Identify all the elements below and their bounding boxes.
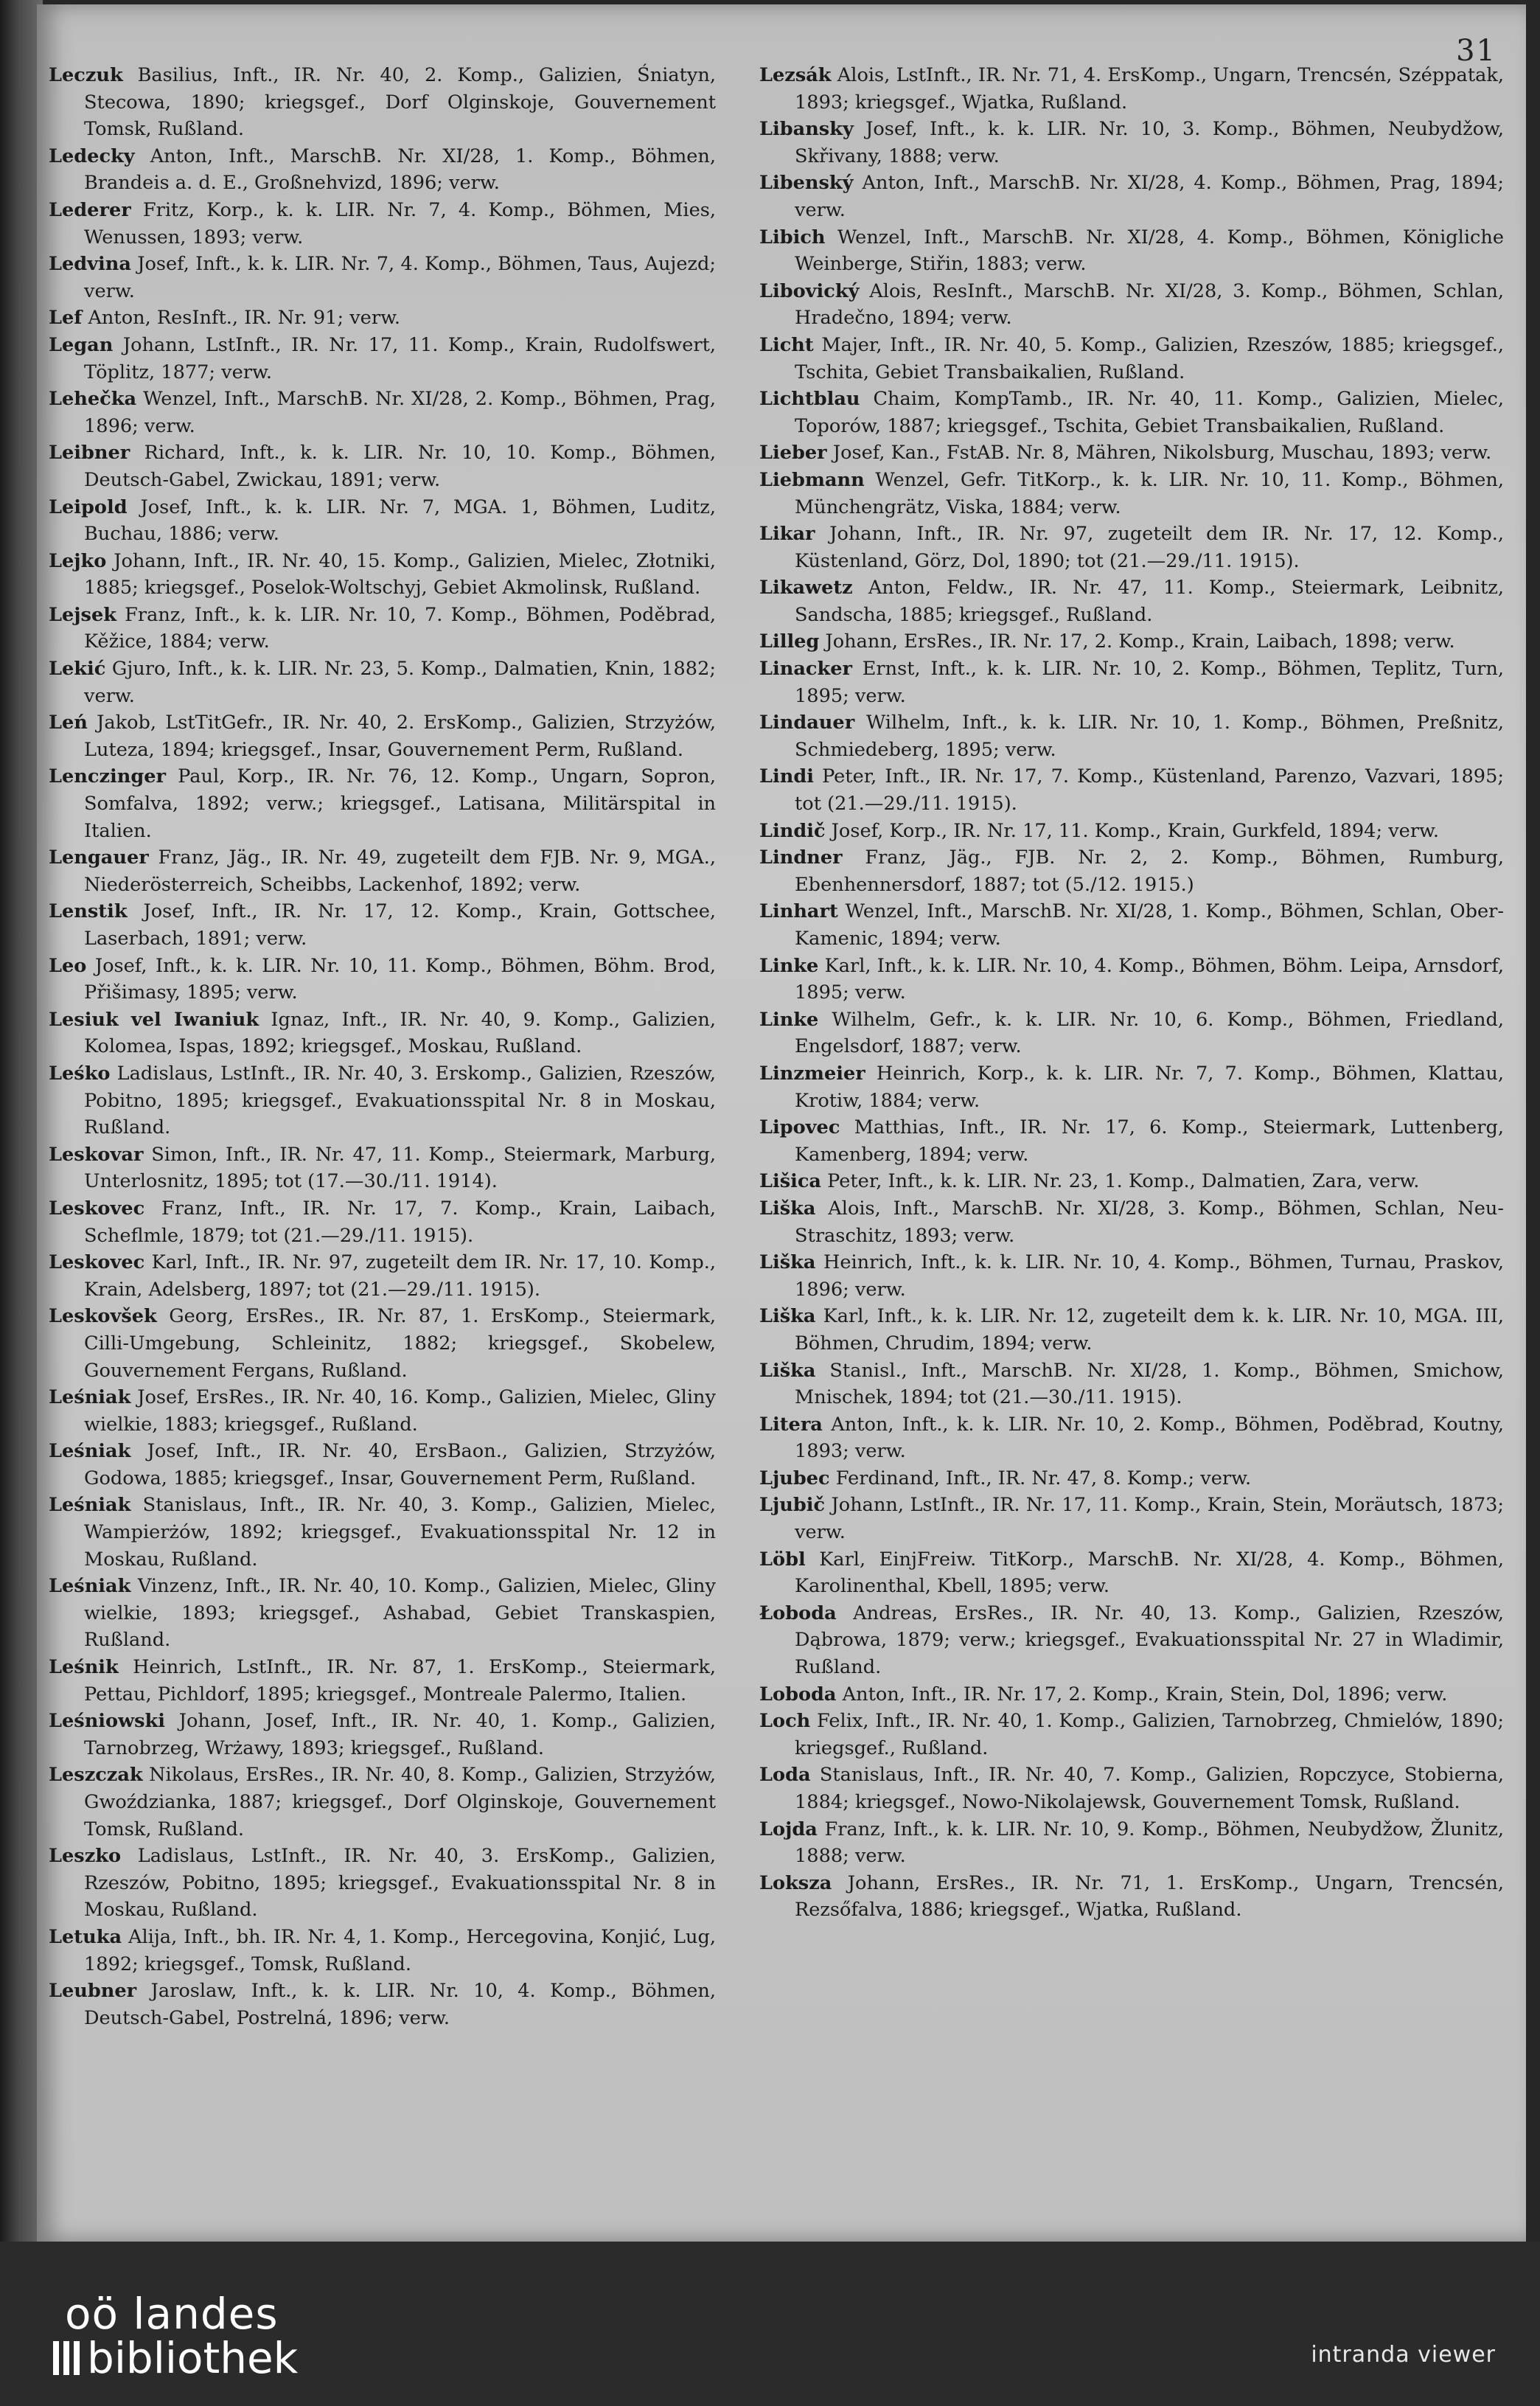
- entry-surname: Libovický: [759, 279, 860, 302]
- entry-details: Anton, Inft., MarschB. Nr. XI/28, 4. Komp., Böhmen, Prag, 1894; verw.: [795, 172, 1505, 221]
- entry-details: Georg, ErsRes., IR. Nr. 87, 1. ErsKomp., Steiermark, Cilli-Umgebung, Schleinitz, 1882; kriegsgef., Skobelew, Gouvernement Fergans, Rußland.: [84, 1305, 716, 1382]
- register-entry: [49, 1303, 716, 1384]
- viewer-footer: [0, 2242, 1540, 2406]
- register-entry: [49, 763, 716, 844]
- entry-surname: Libenský: [759, 172, 854, 195]
- register-entry: [759, 116, 1504, 170]
- entry-surname: Leibner: [49, 442, 130, 465]
- register-entry: [759, 1249, 1504, 1303]
- entry-details: Matthias, Inft., IR. Nr. 17, 6. Komp., Steiermark, Luttenberg, Kamenberg, 1894; verw.: [795, 1116, 1504, 1166]
- entry-details: Peter, Inft., IR. Nr. 17, 7. Komp., Küstenland, Parenzo, Vazvari, 1895; tot (21.—29./11. 1915).: [795, 765, 1504, 816]
- entry-details: Anton, Inft., MarschB. Nr. XI/28, 1. Komp., Böhmen, Brandeis a. d. E., Großnehvizd, 1896; verw.: [84, 145, 716, 195]
- register-entry: [759, 574, 1504, 628]
- register-entry: [49, 1573, 716, 1654]
- entry-details: Wilhelm, Gefr., k. k. LIR. Nr. 10, 6. Komp., Böhmen, Friedland, Engelsdorf, 1887; verw.: [795, 1008, 1504, 1058]
- register-entry: [759, 1546, 1504, 1600]
- register-entry: [49, 305, 716, 332]
- entry-details: Jakob, LstTitGefr., IR. Nr. 40, 2. ErsKomp., Galizien, Strzyżów, Luteza, 1894; kriegsgef., Insar, Gouvernement Perm, Rußland.: [84, 712, 716, 761]
- entry-details: Anton, Inft., IR. Nr. 17, 2. Komp., Krain, Stein, Dol, 1896; verw.: [842, 1683, 1448, 1706]
- register-entry: [49, 62, 716, 143]
- entry-details: Richard, Inft., k. k. LIR. Nr. 10, 10. Komp., Böhmen, Deutsch-Gabel, Zwickau, 1891; verw.: [84, 442, 716, 491]
- entry-details: Heinrich, Korp., k. k. LIR. Nr. 7, 7. Komp., Böhmen, Klattau, Krotiw, 1884; verw.: [795, 1062, 1504, 1112]
- entry-details: Heinrich, Inft., k. k. LIR. Nr. 10, 4. Komp., Böhmen, Turnau, Praskov, 1896; verw.: [795, 1251, 1505, 1301]
- entry-surname: Libansky: [759, 118, 854, 141]
- entry-surname: Leń: [49, 712, 88, 734]
- entry-details: Wenzel, Inft., MarschB. Nr. XI/28, 4. Komp., Böhmen, Königliche Weinberge, Stiřin, 1883; verw.: [795, 226, 1505, 276]
- register-entry: [49, 143, 716, 197]
- entry-surname: Löbl: [759, 1548, 806, 1571]
- entry-details: Johann, Inft., IR. Nr. 40, 15. Komp., Galizien, Mielec, Złotniki, 1885; kriegsgef., Poselok-Woltschyj, Gebiet Akmolinsk, Rußland.: [84, 549, 716, 599]
- entry-details: Johann, Inft., IR. Nr. 97, zugeteilt dem IR. Nr. 17, 12. Komp., Küstenland, Görz, Dol, 1890; tot (21.—29./11. 1915).: [795, 523, 1504, 572]
- entry-surname: Lindi: [759, 765, 814, 788]
- entry-details: Stanislaus, Inft., IR. Nr. 40, 3. Komp., Galizien, Mielec, Wampierżów, 1892; kriegsgef., Evakuationsspital Nr. 12 in Moskau, Rußland.: [84, 1494, 716, 1571]
- entry-surname: Leskovec: [49, 1197, 145, 1220]
- entry-details: Wenzel, Inft., MarschB. Nr. XI/28, 2. Komp., Böhmen, Prag, 1896; verw.: [84, 388, 716, 437]
- entry-surname: Lipovec: [759, 1116, 840, 1139]
- entry-surname: Lindner: [759, 846, 843, 869]
- entry-details: Peter, Inft., k. k. LIR. Nr. 23, 1. Komp., Dalmatien, Zara, verw.: [827, 1170, 1420, 1193]
- register-entry: [49, 1141, 716, 1195]
- entry-surname: Ledecky: [49, 145, 135, 167]
- register-entry: [49, 439, 716, 493]
- register-entry: [49, 1924, 716, 1978]
- register-entry: [49, 332, 716, 386]
- entry-surname: Lichtblau: [759, 388, 860, 411]
- logo-bars-icon: [53, 2341, 80, 2375]
- logo-text-line2: bibliothek: [87, 2333, 299, 2383]
- entry-surname: Libich: [759, 226, 826, 248]
- entry-surname: Łoboda: [759, 1602, 837, 1624]
- register-entry: [49, 494, 716, 548]
- entry-details: Stanisl., Inft., MarschB. Nr. XI/28, 1. Komp., Böhmen, Smichow, Mnischek, 1894; tot (21.—30./11. 1915).: [795, 1359, 1504, 1409]
- entry-surname: Liška: [759, 1305, 816, 1328]
- left-column: [49, 62, 716, 2031]
- entry-surname: Loch: [759, 1710, 811, 1733]
- register-entry: [759, 224, 1504, 278]
- entry-surname: Leśniak: [49, 1494, 131, 1517]
- entry-surname: Likawetz: [759, 577, 853, 599]
- register-entry: [759, 1357, 1504, 1411]
- entry-surname: Leśniak: [49, 1386, 131, 1409]
- register-entry: [49, 656, 716, 709]
- entry-details: Stanislaus, Inft., IR. Nr. 40, 7. Komp., Galizien, Ropczyce, Stobierna, 1884; kriegsgef., Nowo-Nikolajewsk, Gouvernement Tomsk, Rußland.: [795, 1764, 1505, 1813]
- entry-details: Felix, Inft., IR. Nr. 40, 1. Komp., Galizien, Tarnobrzeg, Chmielów, 1890; kriegsgef., Rußland.: [795, 1710, 1504, 1759]
- entry-surname: Lieber: [759, 442, 827, 465]
- register-entry: [759, 1600, 1504, 1681]
- register-entry: [49, 1438, 716, 1492]
- entry-surname: Lesiuk vel Iwaniuk: [49, 1008, 259, 1031]
- register-entry: [759, 1060, 1504, 1114]
- entry-surname: Leszko: [49, 1845, 122, 1868]
- register-entry: [49, 709, 716, 763]
- entry-details: Johann, ErsRes., IR. Nr. 71, 1. ErsKomp., Ungarn, Trencsén, Rezsőfalva, 1886; kriegsgef., Wjatka, Rußland.: [795, 1871, 1504, 1922]
- entry-details: Simon, Inft., IR. Nr. 47, 11. Komp., Steiermark, Marburg, Unterlosnitz, 1895; tot (17.—30./11. 1914).: [84, 1143, 716, 1193]
- entry-surname: Leo: [49, 954, 87, 977]
- entry-details: Josef, ErsRes., IR. Nr. 40, 16. Komp., Galizien, Mielec, Gliny wielkie, 1883; kriegsgef., Rußland.: [84, 1386, 716, 1436]
- register-entry: [49, 1708, 716, 1762]
- entry-surname: Loda: [759, 1764, 811, 1787]
- register-entry: [49, 1060, 716, 1141]
- entry-details: Josef, Inft., k. k. LIR. Nr. 10, 3. Komp., Böhmen, Neubydžow, Skřivany, 1888; verw.: [795, 118, 1504, 167]
- entry-details: Johann, LstInft., IR. Nr. 17, 11. Komp., Krain, Rudolfswert, Töplitz, 1877; verw.: [84, 333, 716, 383]
- entry-details: Franz, Inft., IR. Nr. 17, 7. Komp., Krain, Laibach, Scheflmle, 1879; tot (21.—29./11. 1915).: [84, 1197, 716, 1247]
- entry-surname: Leubner: [49, 1980, 137, 2003]
- entry-surname: Leskovar: [49, 1143, 144, 1166]
- register-entry: [759, 709, 1504, 763]
- register-entry: [759, 1168, 1504, 1195]
- entry-details: Josef, Inft., k. k. LIR. Nr. 7, MGA. 1, Böhmen, Luditz, Buchau, 1886; verw.: [84, 496, 716, 546]
- register-entry: [49, 251, 716, 305]
- entry-surname: Licht: [759, 333, 814, 356]
- register-entry: [759, 1762, 1504, 1815]
- register-entry: [759, 332, 1504, 386]
- logo-line2-row: [53, 2333, 299, 2383]
- register-entry: [759, 467, 1504, 521]
- register-entry: [759, 170, 1504, 223]
- entry-surname: Letuka: [49, 1925, 122, 1948]
- register-entry: [759, 278, 1504, 332]
- entry-surname: Litera: [759, 1413, 823, 1436]
- viewer-brand-label: intranda viewer: [1311, 2342, 1496, 2368]
- entry-details: Alija, Inft., bh. IR. Nr. 4, 1. Komp., Hercegovina, Konjić, Lug, 1892; kriegsgef., Tomsk, Rußland.: [84, 1925, 716, 1975]
- entry-details: Anton, Inft., k. k. LIR. Nr. 10, 2. Komp., Böhmen, Poděbrad, Koutny, 1893; verw.: [795, 1413, 1504, 1463]
- entry-details: Fritz, Korp., k. k. LIR. Nr. 7, 4. Komp., Böhmen, Mies, Wenussen, 1893; verw.: [84, 198, 716, 248]
- entry-details: Franz, Inft., k. k. LIR. Nr. 10, 7. Komp., Böhmen, Poděbrad, Kěžice, 1884; verw.: [84, 603, 716, 653]
- entry-surname: Loksza: [759, 1871, 832, 1894]
- register-entry: [49, 1492, 716, 1573]
- entry-details: Ladislaus, LstInft., IR. Nr. 40, 3. Erskomp., Galizien, Rzeszów, Pobitno, 1895; kriegsgef., Evakuationsspital Nr. 8 in Moskau, Rußland.: [84, 1062, 716, 1139]
- register-entry: [759, 818, 1504, 845]
- scanned-page: [37, 4, 1526, 2242]
- register-entry: [759, 1303, 1504, 1357]
- entry-surname: Linke: [759, 954, 819, 977]
- entry-details: Ignaz, Inft., IR. Nr. 40, 9. Komp., Galizien, Kolomea, Ispas, 1892; kriegsgef., Moskau, Rußland.: [84, 1008, 716, 1058]
- entry-details: Jaroslaw, Inft., k. k. LIR. Nr. 10, 4. Komp., Böhmen, Deutsch-Gabel, Postrelná, 1896; verw.: [84, 1980, 717, 2029]
- entry-surname: Leśniak: [49, 1575, 131, 1598]
- entry-details: Basilius, Inft., IR. Nr. 40, 2. Komp., Galizien, Śniatyn, Stecowa, 1890; kriegsgef., Dorf Olginskoje, Gouvernement Tomsk, Rußland.: [84, 64, 716, 141]
- register-entry: [49, 1195, 716, 1249]
- entry-surname: Lef: [49, 307, 83, 330]
- entry-surname: Linke: [759, 1008, 819, 1031]
- register-entry: [759, 1195, 1504, 1249]
- register-entry: [759, 1492, 1504, 1546]
- register-entry: [49, 197, 716, 251]
- entry-details: Anton, Feldw., IR. Nr. 47, 11. Komp., Steiermark, Leibnitz, Sandscha, 1885; kriegsgef., Rußland.: [795, 577, 1504, 626]
- register-entry: [759, 1816, 1504, 1870]
- register-entry: [49, 1006, 716, 1060]
- entry-details: Karl, EinjFreiw. TitKorp., MarschB. Nr. XI/28, 4. Komp., Böhmen, Karolinenthal, Kbell, 1895; verw.: [795, 1548, 1505, 1598]
- entry-details: Franz, Jäg., FJB. Nr. 2, 2. Komp., Böhmen, Rumburg, Ebenhennersdorf, 1887; tot (5./12. 1915.): [795, 846, 1504, 896]
- entry-details: Ladislaus, LstInft., IR. Nr. 40, 3. ErsKomp., Galizien, Rzeszów, Pobitno, 1895; kriegsgef., Evakuationsspital Nr. 8 in Moskau, Rußland.: [84, 1845, 716, 1922]
- right-column: [759, 62, 1504, 1924]
- entry-surname: Loboda: [759, 1683, 837, 1706]
- register-entry: [759, 844, 1504, 898]
- logo-text-line1: oö landes: [65, 2289, 279, 2339]
- register-entry: [759, 439, 1504, 467]
- entry-surname: Lilleg: [759, 630, 820, 653]
- register-entry: [49, 1843, 716, 1924]
- register-entry: [759, 1006, 1504, 1060]
- register-entry: [49, 602, 716, 656]
- entry-surname: Lenstik: [49, 900, 128, 923]
- entry-details: Franz, Jäg., IR. Nr. 49, zugeteilt dem FJB. Nr. 9, MGA., Niederösterreich, Scheibbs, Lackenhof, 1892; verw.: [84, 846, 716, 896]
- entry-surname: Leskovec: [49, 1251, 145, 1274]
- entry-surname: Leszczak: [49, 1764, 143, 1787]
- library-logo[interactable]: [53, 2289, 299, 2383]
- entry-surname: Lederer: [49, 198, 131, 221]
- entry-surname: Lejsek: [49, 603, 116, 626]
- entry-details: Gjuro, Inft., k. k. LIR. Nr. 23, 5. Komp., Dalmatien, Knin, 1882; verw.: [84, 658, 716, 707]
- entry-details: Karl, Inft., IR. Nr. 97, zugeteilt dem IR. Nr. 17, 10. Komp., Krain, Adelsberg, 1897; tot (21.—29./11. 1915).: [84, 1251, 716, 1301]
- entry-surname: Linacker: [759, 658, 852, 681]
- entry-surname: Leipold: [49, 496, 128, 518]
- register-entry: [49, 548, 716, 602]
- entry-surname: Ljubič: [759, 1494, 826, 1517]
- entry-surname: Lezsák: [759, 64, 832, 86]
- entry-details: Alois, LstInft., IR. Nr. 71, 4. ErsKomp., Ungarn, Trencsén, Széppatak, 1893; kriegsgef., Wjatka, Rußland.: [795, 64, 1505, 114]
- entry-details: Ernst, Inft., k. k. LIR. Nr. 10, 2. Komp., Böhmen, Teplitz, Turn, 1895; verw.: [795, 658, 1504, 707]
- entry-details: Vinzenz, Inft., IR. Nr. 40, 10. Komp., Galizien, Mielec, Gliny wielkie, 1893; kriegsgef., Ashabad, Gebiet Transkaspien, Rußland.: [84, 1575, 716, 1652]
- register-entry: [759, 656, 1504, 709]
- entry-details: Heinrich, LstInft., IR. Nr. 87, 1. ErsKomp., Steiermark, Pettau, Pichldorf, 1895; kriegsgef., Montreale Palermo, Italien.: [84, 1656, 716, 1706]
- register-entry: [49, 898, 716, 952]
- entry-surname: Leśnik: [49, 1656, 119, 1679]
- entry-surname: Lojda: [759, 1818, 818, 1840]
- register-entry: [759, 1681, 1504, 1708]
- register-entry: [49, 953, 716, 1006]
- entry-details: Alois, Inft., MarschB. Nr. XI/28, 3. Komp., Böhmen, Schlan, Neu-Straschitz, 1893; verw.: [795, 1197, 1504, 1247]
- entry-details: Johann, Josef, Inft., IR. Nr. 40, 1. Komp., Galizien, Tarnobrzeg, Wrżawy, 1893; kriegsgef., Rußland.: [84, 1710, 717, 1759]
- entry-surname: Leśniowski: [49, 1710, 165, 1733]
- entry-details: Alois, ResInft., MarschB. Nr. XI/28, 3. Komp., Böhmen, Schlan, Hradečno, 1894; verw.: [795, 279, 1504, 330]
- page-number: 31: [1456, 34, 1497, 68]
- entry-details: Wenzel, Inft., MarschB. Nr. XI/28, 1. Komp., Böhmen, Schlan, Ober-Kamenic, 1894; verw.: [795, 900, 1504, 950]
- entry-details: Ferdinand, Inft., IR. Nr. 47, 8. Komp.; verw.: [835, 1467, 1252, 1489]
- entry-surname: Lenczinger: [49, 765, 166, 788]
- entry-details: Josef, Inft., IR. Nr. 40, ErsBaon., Galizien, Strzyżów, Godowa, 1885; kriegsgef., Insar, Gouvernement Perm, Rußland.: [84, 1440, 717, 1489]
- entry-surname: Ledvina: [49, 253, 131, 276]
- entry-details: Chaim, KompTamb., IR. Nr. 40, 11. Komp., Galizien, Mielec, Toporów, 1887; kriegsgef., Tschita, Gebiet Transbaikalien, Rußland.: [795, 388, 1504, 437]
- entry-details: Josef, Inft., k. k. LIR. Nr. 10, 11. Komp., Böhmen, Böhm. Brod, Přišimasy, 1895; verw.: [84, 954, 717, 1004]
- register-entry: [759, 1465, 1504, 1492]
- register-entry: [759, 1114, 1504, 1168]
- entry-details: Josef, Inft., IR. Nr. 17, 12. Komp., Krain, Gottschee, Laserbach, 1891; verw.: [84, 900, 716, 950]
- entry-surname: Lengauer: [49, 846, 149, 869]
- entry-surname: Lindič: [759, 819, 826, 842]
- entry-details: Wenzel, Gefr. TitKorp., k. k. LIR. Nr. 10, 11. Komp., Böhmen, Münchengrätz, Viska, 1884; verw.: [795, 468, 1504, 518]
- entry-surname: Lekić: [49, 658, 106, 681]
- entry-details: Josef, Inft., k. k. LIR. Nr. 7, 4. Komp., Böhmen, Taus, Aujezd; verw.: [84, 253, 717, 302]
- entry-details: Andreas, ErsRes., IR. Nr. 40, 13. Komp., Galizien, Rzeszów, Dąbrowa, 1879; verw.; kriegsgef., Evakuationsspital Nr. 27 in Wladimir, Rußland.: [795, 1602, 1504, 1679]
- register-entry: [49, 844, 716, 898]
- register-entry: [49, 1654, 716, 1708]
- register-entry: [759, 1870, 1504, 1924]
- register-entry: [759, 628, 1504, 656]
- entry-surname: Lišica: [759, 1170, 822, 1193]
- register-entry: [759, 1411, 1504, 1465]
- register-entry: [759, 62, 1504, 116]
- entry-details: Wilhelm, Inft., k. k. LIR. Nr. 10, 1. Komp., Böhmen, Preßnitz, Schmiedeberg, 1895; verw.: [795, 712, 1505, 761]
- entry-surname: Leskovšek: [49, 1305, 157, 1328]
- entry-details: Josef, Kan., FstAB. Nr. 8, Mähren, Nikolsburg, Muschau, 1893; verw.: [832, 442, 1492, 465]
- register-entry: [759, 1708, 1504, 1762]
- entry-surname: Liška: [759, 1251, 816, 1274]
- register-entry: [49, 1249, 716, 1303]
- entry-surname: Leśko: [49, 1062, 111, 1085]
- register-entry: [759, 521, 1504, 574]
- entry-surname: Legan: [49, 333, 114, 356]
- entry-surname: Lindauer: [759, 712, 855, 734]
- entry-surname: Leśniak: [49, 1440, 131, 1463]
- entry-details: Karl, Inft., k. k. LIR. Nr. 12, zugeteilt dem k. k. LIR. Nr. 10, MGA. III, Böhmen, Chrudim, 1894; verw.: [795, 1305, 1504, 1355]
- entry-surname: Likar: [759, 523, 815, 546]
- entry-details: Karl, Inft., k. k. LIR. Nr. 10, 4. Komp., Böhmen, Böhm. Leipa, Arnsdorf, 1895; verw.: [795, 954, 1504, 1004]
- register-entry: [759, 763, 1504, 817]
- entry-details: Nikolaus, ErsRes., IR. Nr. 40, 8. Komp., Galizien, Strzyżów, Gwoździanka, 1887; kriegsgef., Dorf Olginskoje, Gouvernement Tomsk, Rußland.: [84, 1764, 716, 1840]
- entry-details: Anton, ResInft., IR. Nr. 91; verw.: [88, 307, 401, 330]
- entry-details: Josef, Korp., IR. Nr. 17, 11. Komp., Krain, Gurkfeld, 1894; verw.: [831, 819, 1440, 842]
- register-entry: [49, 1384, 716, 1438]
- register-entry: [49, 1762, 716, 1843]
- entry-details: Johann, LstInft., IR. Nr. 17, 11. Komp., Krain, Stein, Moräutsch, 1873; verw.: [795, 1494, 1505, 1544]
- entry-surname: Lejko: [49, 549, 107, 572]
- entry-surname: Leczuk: [49, 64, 123, 86]
- entry-details: Johann, ErsRes., IR. Nr. 17, 2. Komp., Krain, Laibach, 1898; verw.: [825, 630, 1455, 653]
- register-entry: [49, 386, 716, 439]
- entry-surname: Linhart: [759, 900, 838, 923]
- entry-details: Franz, Inft., k. k. LIR. Nr. 10, 9. Komp., Böhmen, Neubydžow, Žlunitz, 1888; verw.: [795, 1818, 1505, 1868]
- register-entry: [759, 386, 1504, 439]
- entry-surname: Liška: [759, 1197, 816, 1220]
- entry-details: Majer, Inft., IR. Nr. 40, 5. Komp., Galizien, Rzeszów, 1885; kriegsgef., Tschita, Gebiet Transbaikalien, Rußland.: [795, 333, 1504, 383]
- entry-surname: Linzmeier: [759, 1062, 865, 1085]
- entry-surname: Lehečka: [49, 388, 137, 411]
- register-entry: [759, 953, 1504, 1006]
- entry-surname: Ljubec: [759, 1467, 830, 1489]
- entry-surname: Liška: [759, 1359, 816, 1382]
- entry-surname: Liebmann: [759, 468, 865, 491]
- register-entry: [49, 1978, 716, 2031]
- register-entry: [759, 898, 1504, 952]
- entry-details: Paul, Korp., IR. Nr. 76, 12. Komp., Ungarn, Sopron, Somfalva, 1892; verw.; kriegsgef., Latisana, Militärspital in Italien.: [84, 765, 716, 842]
